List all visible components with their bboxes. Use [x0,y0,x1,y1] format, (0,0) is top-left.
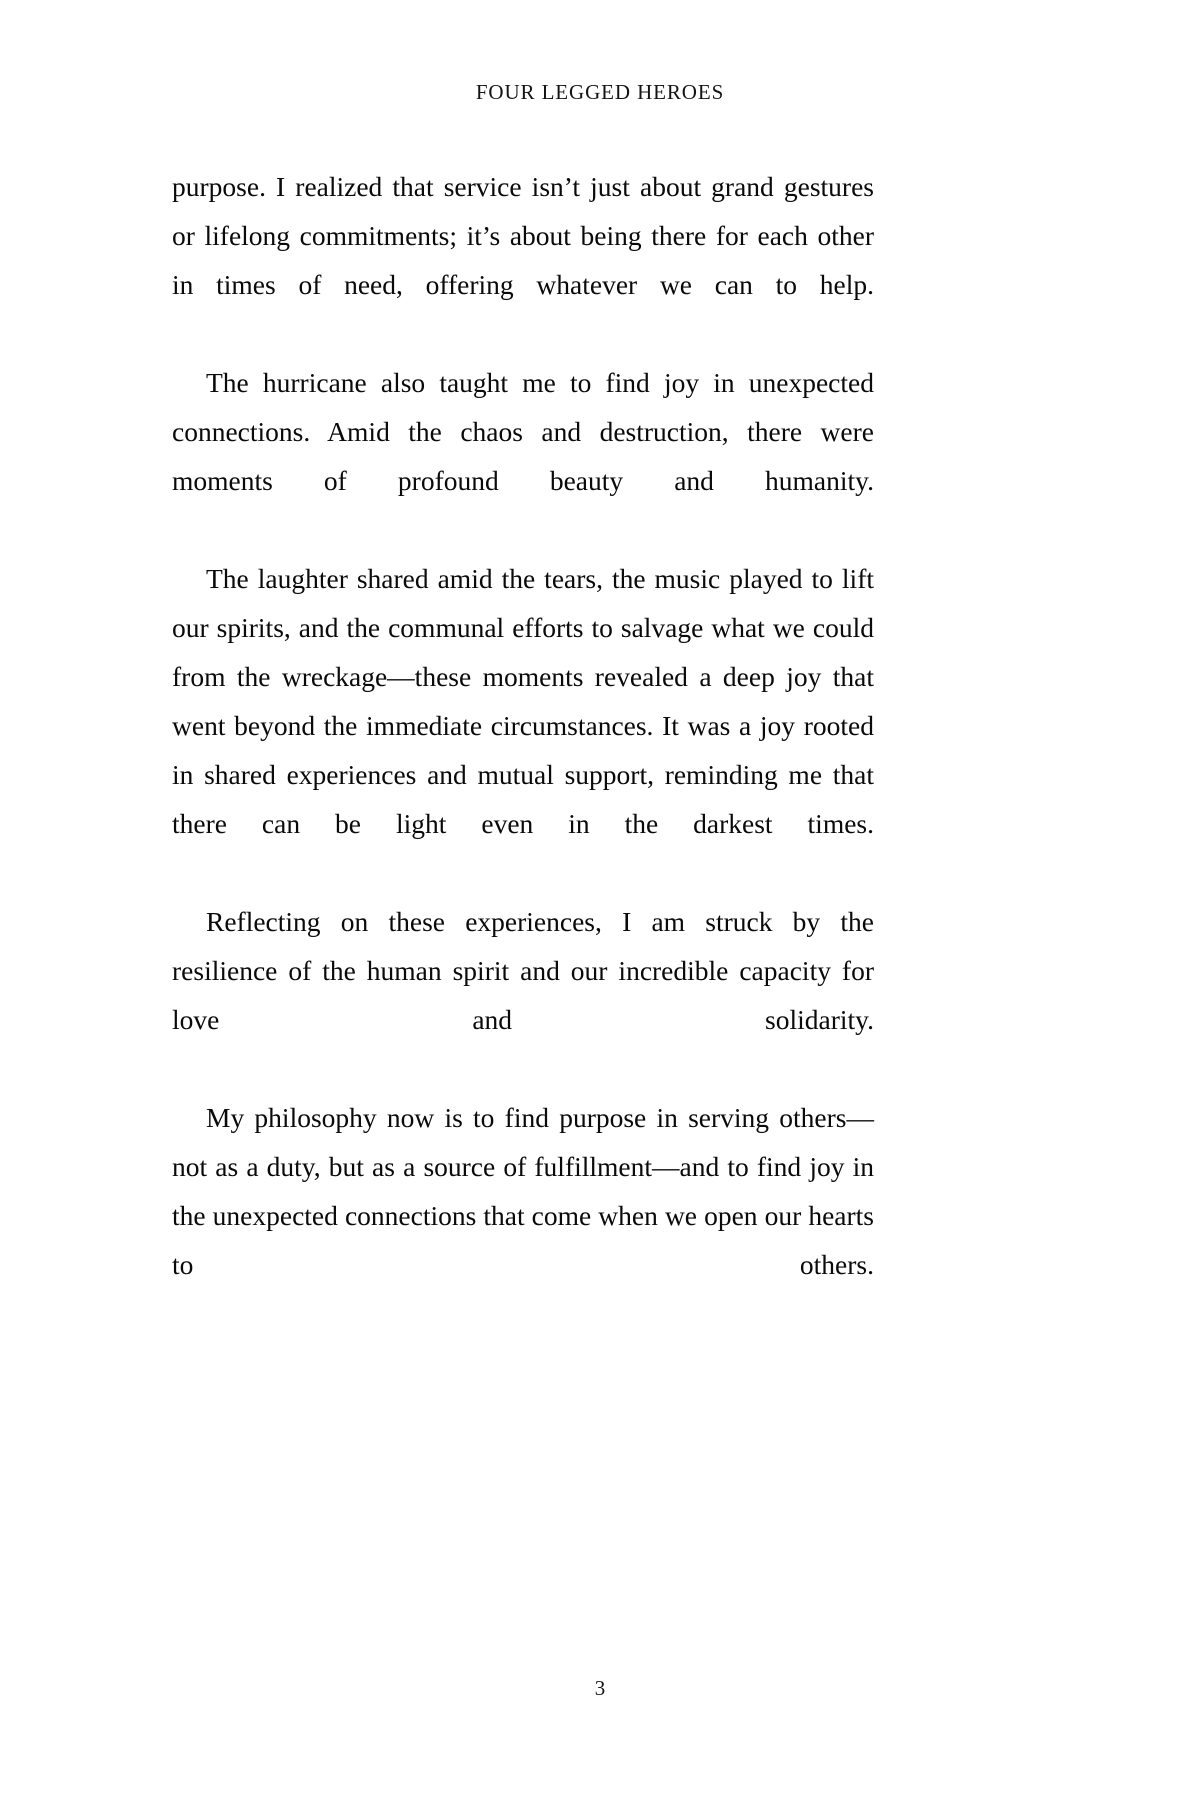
paragraph-reflecting: Reflecting on these experiences, I am struck by the resilience of the human spirit and our incredible capacity for love and solidarity. [172,906,874,1035]
body-text-column [172,162,874,1338]
page-number: 3 [594,1676,606,1700]
running-header: FOUR LEGGED HEROES [475,80,725,104]
paragraph-hurricane-joy: The hurricane also taught me to find joy in unexpected connections. Amid the chaos and destruction, there were moments of profound beauty and humanity. [172,367,874,496]
paragraph-continuation: purpose. I realized that service isn’t just about grand gestures or lifelong commitments; it’s about being there for each other in times of need, offering whatever we can to help. [172,171,874,300]
paragraph-laughter: The laughter shared amid the tears, the music played to lift our spirits, and the communal efforts to salvage what we could from the wreckage—these moments revealed a deep joy that went beyond the immediate circumstances. It was a joy rooted in shared experiences and mutual support, reminding me that there can be light even in the darkest times. [172,563,874,839]
paragraph-philosophy: My philosophy now is to find purpose in serving others—not as a duty, but as a source of fulfillment—and to find joy in the unexpected connections that come when we open our hearts to others. [172,1102,874,1280]
